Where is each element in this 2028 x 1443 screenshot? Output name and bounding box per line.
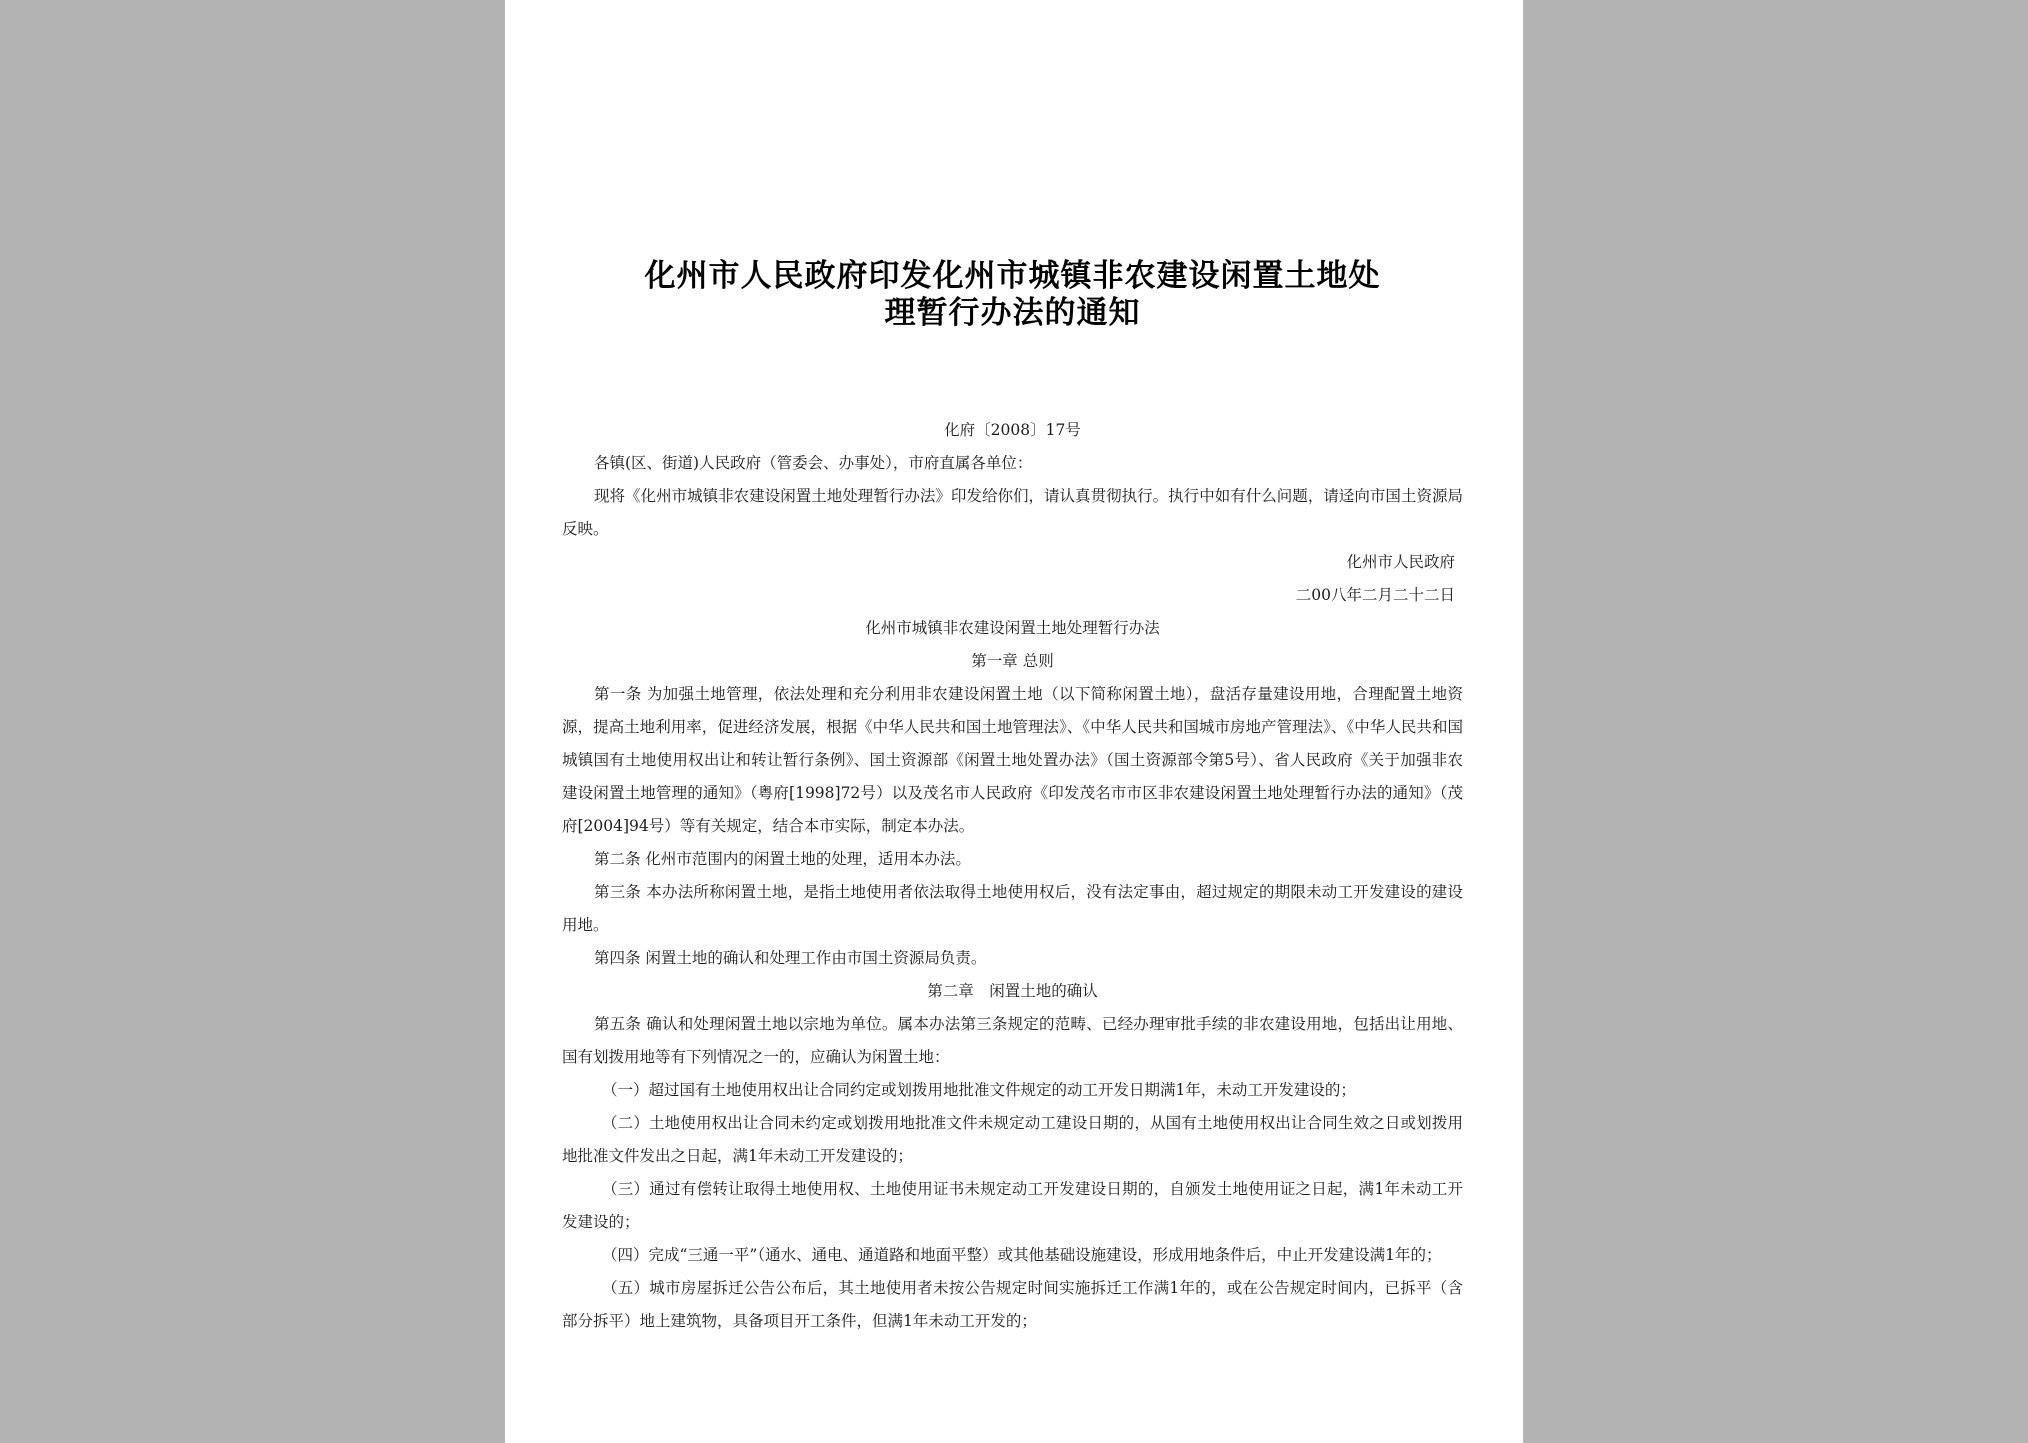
document-page: [505, 0, 1523, 1443]
list-item: （五）城市房屋拆迁公告公布后，其土地使用者未按公告规定时间实施拆迁工作满1年的，或在公告规定时间内，已拆平（含部分拆平）地上建筑物，具备项目开工条件，但满1年未动工开发的；: [562, 1279, 1463, 1330]
issuer: 化州市人民政府: [1346, 553, 1455, 571]
article-5: 第五条 确认和处理闲置土地以宗地为单位。属本办法第三条规定的范畴、已经办理审批手续的非农建设用地，包括出让用地、国有划拨用地等有下列情况之一的，应确认为闲置土地：: [562, 1015, 1463, 1066]
document-title: [562, 258, 1463, 332]
article-1: 第一条 为加强土地管理，依法处理和充分利用非农建设闲置土地（以下简称闲置土地），盘活存量建设用地，合理配置土地资源，提高土地利用率，促进经济发展，根据《中华人民共和国土地管理法》、《中华人民共和国城市房地产管理法》、《中华人民共和国城镇国有土地使用权出让和转让暂行条例》、国土资源部《闲置土地处置办法》（国土资源部令第5号）、省人民政府《关于加强非农建设闲置土地管理的通知》（粤府[1998]72号）以及茂名市人民政府《印发茂名市市区非农建设闲置土地处理暂行办法的通知》（茂府[2004]94号）等有关规定，结合本市实际，制定本办法。: [562, 685, 1463, 835]
list-item: （三）通过有偿转让取得土地使用权、土地使用证书未规定动工开发建设日期的，自颁发土地使用证之日起，满1年未动工开发建设的；: [562, 1180, 1463, 1231]
notice-body: 现将《化州市城镇非农建设闲置土地处理暂行办法》印发给你们，请认真贯彻执行。执行中如有什么问题，请迳向市国土资源局反映。: [562, 487, 1463, 538]
doc-number: 化府〔2008〕17号: [944, 421, 1081, 439]
title-line-2: 理暂行办法的通知: [884, 295, 1141, 331]
article-4: 第四条 闲置土地的确认和处理工作由市国土资源局负责。: [594, 949, 987, 967]
attachment-title: 化州市城镇非农建设闲置土地处理暂行办法: [865, 619, 1160, 637]
list-item: （一）超过国有土地使用权出让合同约定或划拨用地批准文件规定的动工开发日期满1年，未动工开发建设的；: [602, 1081, 1356, 1099]
issue-date: 二00八年二月二十二日: [1295, 586, 1455, 604]
chapter-1-title: 第一章 总则: [971, 652, 1054, 670]
list-item: （四）完成“三通一平”（通水、通电、通道路和地面平整）或其他基础设施建设，形成用地条件后，中止开发建设满1年的；: [602, 1246, 1442, 1264]
article-3: 第三条 本办法所称闲置土地，是指土地使用者依法取得土地使用权后，没有法定事由，超过规定的期限未动工开发建设的建设用地。: [562, 883, 1463, 934]
chapter-2-title: 第二章 闲置土地的确认: [927, 982, 1098, 1000]
article-2: 第二条 化州市范围内的闲置土地的处理，适用本办法。: [594, 850, 971, 868]
list-item: （二）土地使用权出让合同未约定或划拨用地批准文件未规定动工建设日期的，从国有土地使用权出让合同生效之日或划拨用地批准文件发出之日起，满1年未动工开发建设的；: [562, 1114, 1463, 1165]
document-body: [562, 414, 1463, 1338]
addressee: 各镇(区、街道)人民政府（管委会、办事处），市府直属各单位：: [594, 454, 1033, 472]
title-line-1: 化州市人民政府印发化州市城镇非农建设闲置土地处: [644, 258, 1381, 294]
